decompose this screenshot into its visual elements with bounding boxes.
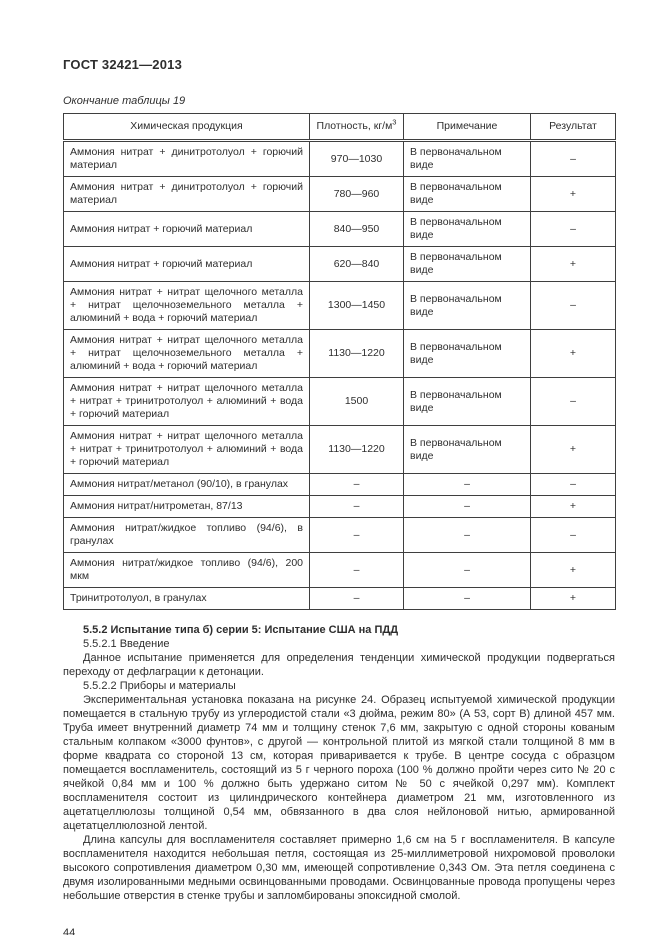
note-cell: В первоначальном виде — [404, 426, 531, 474]
product-cell: Аммония нитрат/жидкое топливо (94/6), 200 мкм — [64, 553, 310, 588]
table-row — [64, 496, 616, 518]
density-header-label: Плотность, кг/м — [316, 120, 393, 132]
note-cell: – — [404, 518, 531, 553]
note-cell: В первоначальном виде — [404, 378, 531, 426]
density-cell: 1130—1220 — [310, 426, 404, 474]
table-caption: Окончание таблицы 19 — [63, 95, 186, 107]
product-cell: Аммония нитрат + нитрат щелочного металла + нитрат щелочноземельного металла + алюминий + вода + горючий материал — [64, 282, 310, 330]
density-cell: – — [310, 588, 404, 610]
column-header-product: Химическая продукция — [64, 114, 310, 141]
product-cell: Аммония нитрат/нитрометан, 87/13 — [64, 496, 310, 518]
density-header-superscript: 3 — [392, 117, 397, 127]
result-cell: + — [531, 177, 616, 212]
table-row — [64, 177, 616, 212]
table-row — [64, 588, 616, 610]
section-heading-5-5-2: 5.5.2 Испытание типа б) серии 5: Испытание США на ПДД — [83, 624, 399, 636]
note-cell: В первоначальном виде — [404, 177, 531, 212]
note-cell: В первоначальном виде — [404, 212, 531, 247]
table-row — [64, 378, 616, 426]
note-cell: В первоначальном виде — [404, 330, 531, 378]
table-row — [64, 141, 616, 177]
density-cell: – — [310, 553, 404, 588]
note-cell: – — [404, 553, 531, 588]
product-cell: Аммония нитрат/жидкое топливо (94/6), в гранулах — [64, 518, 310, 553]
result-cell: – — [531, 282, 616, 330]
table-body — [64, 141, 616, 610]
table-row — [64, 247, 616, 282]
table-row — [64, 282, 616, 330]
note-cell: – — [404, 474, 531, 496]
density-cell: 780—960 — [310, 177, 404, 212]
product-cell: Тринитротолуол, в гранулах — [64, 588, 310, 610]
column-header-density — [310, 114, 404, 141]
section-heading-5-5-2-2: 5.5.2.2 Приборы и материалы — [83, 680, 236, 692]
paragraph-apparatus: Экспериментальная установка показана на рисунке 24. Образец испытуемой химической продукции помещается в стальную трубу из углеродистой стали «3 дюйма, режим 80» (А 53, сорт В) длиной 457 мм. Труба имеет внутренний диаметр 74 мм и толщину стенок 7,6 мм, закрытую с одной стороны кованым стальным колпаком «3000 фунтов», с другой — контрольной плитой из мягкой стали толщиной 8 мм в форме квадрата со стороной 13 см, которая приваривается к трубе. В центре сосуда с образцом помещается воспламенитель, состоящий из 5 г черного пороха (100 % должно пройти через сито № 20 с ячейкой 0,84 мм и 100 % должно быть удержано ситом № 50 с ячейкой 0,297 мм). Комплект воспламенителя состоит из цилиндрического контейнера диаметром 21 мм, изготовленного из ацетатцеллюлозы толщиной 0,54 мм, обвязанного в два слоя нейлоновой нитью, армированной ацетатцеллюлозной лентой. — [63, 694, 615, 832]
table-row — [64, 330, 616, 378]
density-cell: 1130—1220 — [310, 330, 404, 378]
result-cell: + — [531, 426, 616, 474]
density-cell: 1300—1450 — [310, 282, 404, 330]
result-cell: – — [531, 378, 616, 426]
product-cell: Аммония нитрат + нитрат щелочного металла + нитрат щелочноземельного металла + алюминий + вода + горючий материал — [64, 330, 310, 378]
density-cell: – — [310, 518, 404, 553]
result-cell: – — [531, 141, 616, 177]
result-cell: – — [531, 474, 616, 496]
column-header-note: Примечание — [404, 114, 531, 141]
note-cell: В первоначальном виде — [404, 141, 531, 177]
table-row — [64, 518, 616, 553]
density-cell: 970—1030 — [310, 141, 404, 177]
result-cell: + — [531, 496, 616, 518]
chemicals-table — [63, 113, 616, 610]
result-cell: – — [531, 518, 616, 553]
product-cell: Аммония нитрат + нитрат щелочного металла + нитрат + тринитротолуол + алюминий + вода + горючий материал — [64, 378, 310, 426]
density-cell: – — [310, 496, 404, 518]
density-cell: – — [310, 474, 404, 496]
result-cell: + — [531, 588, 616, 610]
table-row — [64, 212, 616, 247]
product-cell: Аммония нитрат + горючий материал — [64, 212, 310, 247]
note-cell: В первоначальном виде — [404, 282, 531, 330]
section-heading-5-5-2-1: 5.5.2.1 Введение — [83, 638, 170, 650]
density-cell: 840—950 — [310, 212, 404, 247]
table-row — [64, 553, 616, 588]
result-cell: + — [531, 247, 616, 282]
result-cell: + — [531, 330, 616, 378]
product-cell: Аммония нитрат + нитрат щелочного металла + нитрат + тринитротолуол + алюминий + вода + горючий материал — [64, 426, 310, 474]
result-cell: + — [531, 553, 616, 588]
paragraph-introduction: Данное испытание применяется для определения тенденции химической продукции подвергаться переходу от дефлаграции к детонации. — [63, 652, 615, 678]
doc-header: ГОСТ 32421—2013 — [63, 57, 182, 72]
table-row — [64, 474, 616, 496]
product-cell: Аммония нитрат + горючий материал — [64, 247, 310, 282]
density-cell: 1500 — [310, 378, 404, 426]
note-cell: – — [404, 496, 531, 518]
page-number: 44 — [63, 927, 76, 935]
text-sections — [63, 623, 615, 903]
product-cell: Аммония нитрат + динитротолуол + горючий материал — [64, 177, 310, 212]
product-cell: Аммония нитрат/метанол (90/10), в гранулах — [64, 474, 310, 496]
note-cell: В первоначальном виде — [404, 247, 531, 282]
column-header-result: Результат — [531, 114, 616, 141]
note-cell: – — [404, 588, 531, 610]
table-header-row — [64, 114, 616, 141]
paragraph-capsule: Длина капсулы для воспламенителя составляет примерно 1,6 см на 5 г воспламенителя. В капсуле воспламенителя находится небольшая петля, состоящая из 25-миллиметровой нихромовой проволоки высокого сопротивления диаметром 0,30 мм, имеющей сопротивление 0,343 Ом. Эта петля соединена с двумя изолированными медными освинцованными проводами. Освинцованные провода пропущены через небольшие отверстия в стенке трубы и запломбированы эпоксидной смолой. — [63, 834, 615, 902]
density-cell: 620—840 — [310, 247, 404, 282]
table-row — [64, 426, 616, 474]
product-cell: Аммония нитрат + динитротолуол + горючий материал — [64, 141, 310, 177]
result-cell: – — [531, 212, 616, 247]
